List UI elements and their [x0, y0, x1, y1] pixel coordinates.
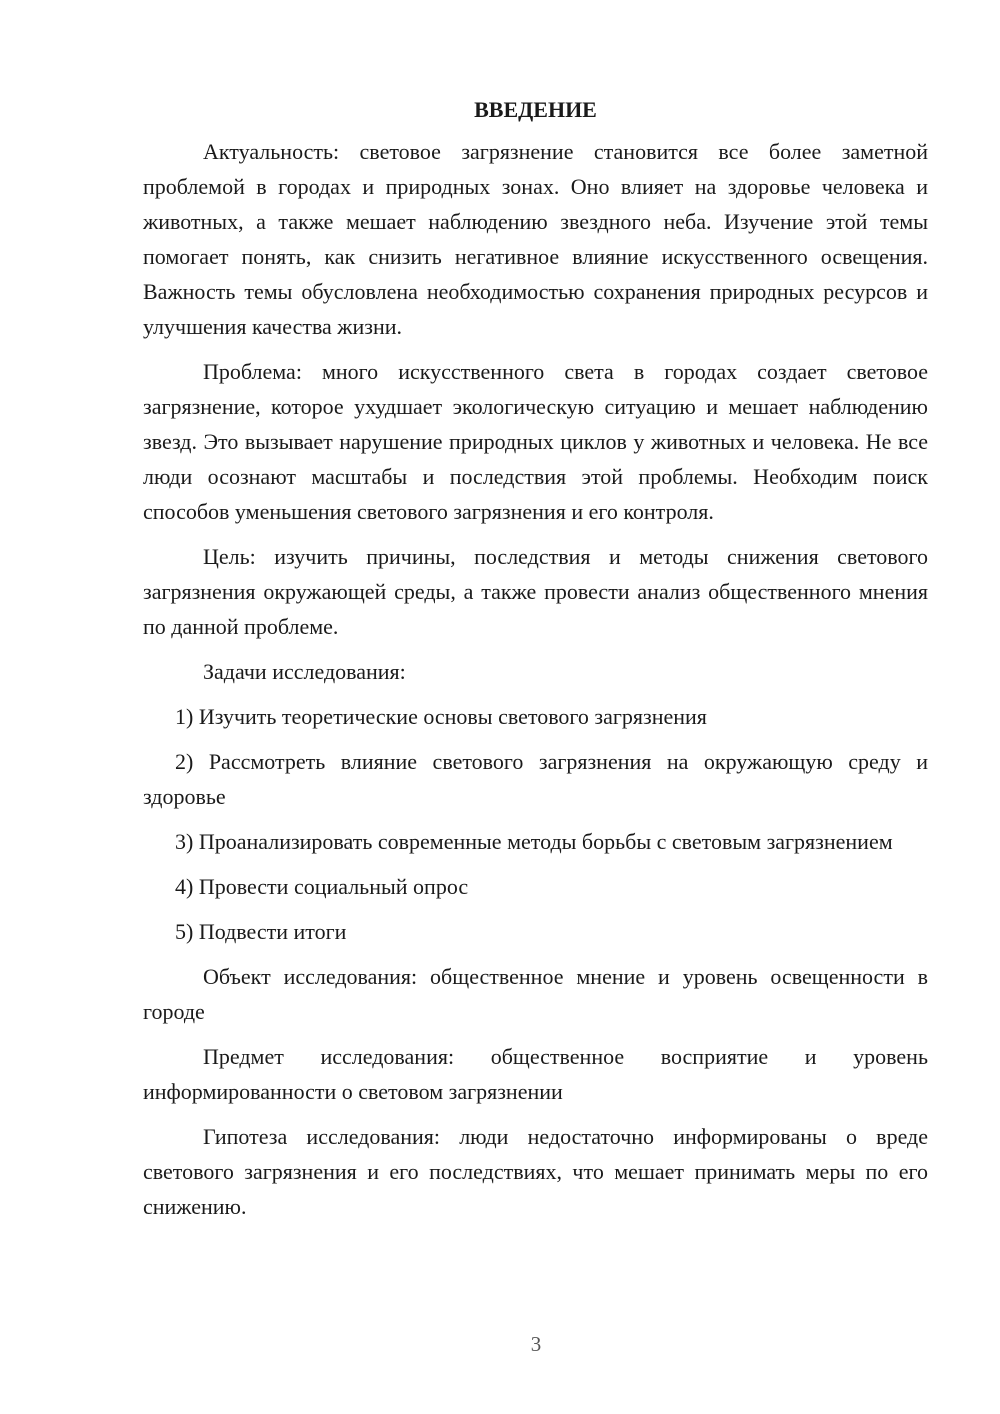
page-number: 3 [530, 1332, 542, 1356]
task-item: 2) Рассмотреть влияние светового загрязнения на окружающую среду и здоровье [143, 749, 928, 809]
paragraph-goal: Цель: изучить причины, последствия и методы снижения светового загрязнения окружающей среды, а также провести анализ общественного мнения по данной проблеме. [143, 544, 928, 639]
paragraph-object: Объект исследования: общественное мнение и уровень освещенности в городе [143, 964, 928, 1024]
task-item: 3) Проанализировать современные методы борьбы с световым загрязнением [175, 829, 893, 854]
task-item: 1) Изучить теоретические основы светового загрязнения [175, 704, 707, 729]
section-title: ВВЕДЕНИЕ [474, 97, 597, 122]
paragraph-relevance: Актуальность: световое загрязнение становится все более заметной проблемой в городах и природных зонах. Оно влияет на здоровье человека и животных, а также мешает наблюдению звездного неба. Изучение этой темы помогает понять, как снизить негативное влияние искусственного освещения. Важность темы обусловлена необходимостью сохранения природных ресурсов и улучшения качества жизни. [143, 139, 928, 339]
paragraph-subject: Предмет исследования: общественное восприятие и уровень информированности о световом загрязнении [143, 1044, 928, 1104]
tasks-heading: Задачи исследования: [203, 659, 406, 684]
paragraph-hypothesis: Гипотеза исследования: люди недостаточно информированы о вреде светового загрязнения и его последствиях, что мешает принимать меры по его снижению. [143, 1124, 928, 1219]
task-item: 5) Подвести итоги [175, 919, 347, 944]
paragraph-problem: Проблема: много искусственного света в городах создает световое загрязнение, которое ухудшает экологическую ситуацию и мешает наблюдению звезд. Это вызывает нарушение природных циклов у животных и человека. Не все люди осознают масштабы и последствия этой проблемы. Необходим поиск способов уменьшения светового загрязнения и его контроля. [143, 359, 928, 524]
task-item: 4) Провести социальный опрос [175, 874, 469, 899]
page-content [143, 92, 928, 1234]
